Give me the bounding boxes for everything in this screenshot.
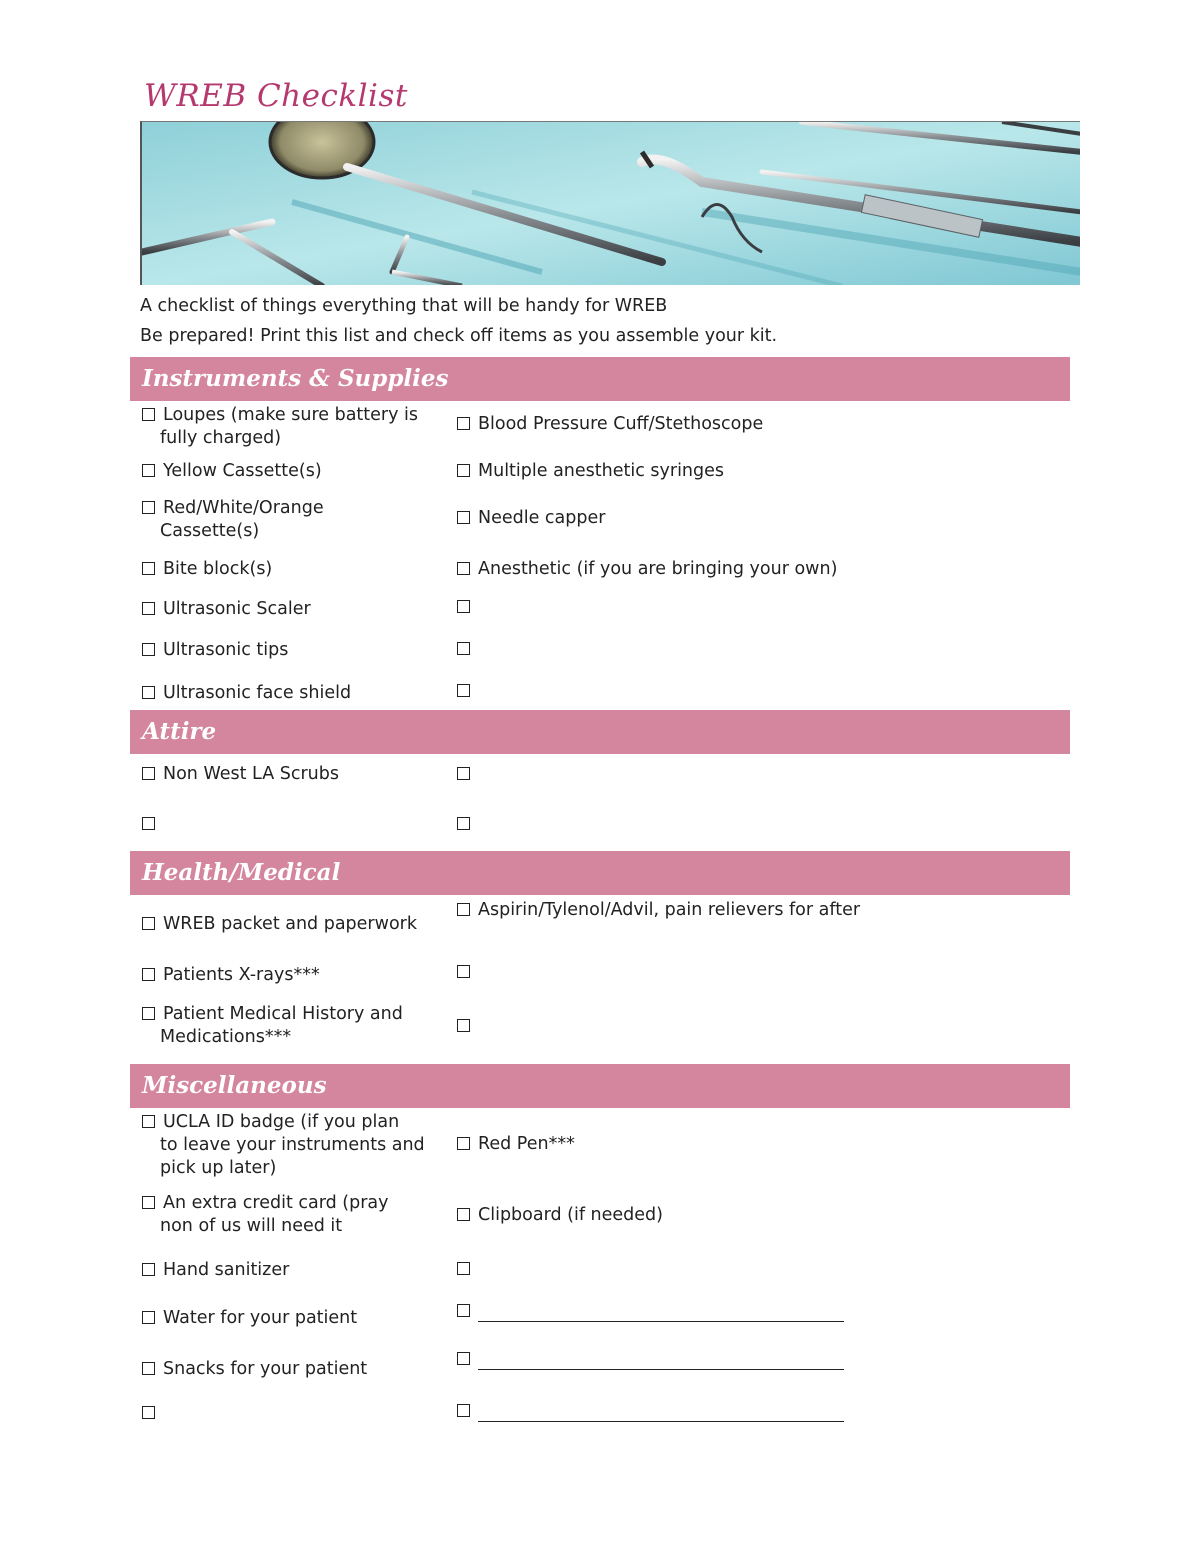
item-label: Red/White/Orange	[163, 498, 324, 518]
checklist-item-fillin[interactable]	[457, 1400, 1057, 1423]
checklist-item[interactable]	[142, 1192, 442, 1238]
item-label: Ultrasonic tips	[163, 640, 289, 660]
checkbox-icon[interactable]	[142, 1115, 155, 1128]
checkbox-icon[interactable]	[142, 408, 155, 421]
checkbox-icon[interactable]	[142, 1263, 155, 1276]
checklist-item[interactable]	[142, 964, 442, 987]
item-label: UCLA ID badge (if you plan	[163, 1112, 400, 1132]
checkbox-icon[interactable]	[457, 684, 470, 697]
item-label: Hand sanitizer	[163, 1260, 290, 1280]
item-label: Patient Medical History and	[163, 1004, 403, 1024]
item-label: Bite block(s)	[163, 559, 273, 579]
checkbox-icon[interactable]	[457, 1352, 470, 1365]
checklist-item[interactable]	[457, 1133, 1057, 1156]
checklist-item-blank[interactable]	[457, 763, 1057, 786]
fill-in-line[interactable]	[478, 1421, 844, 1422]
checkbox-icon[interactable]	[457, 767, 470, 780]
checklist-item[interactable]	[142, 598, 442, 621]
checklist-item-fillin[interactable]	[457, 1300, 1057, 1323]
item-label-cont: Medications***	[160, 1027, 292, 1047]
item-label: Blood Pressure Cuff/Stethoscope	[478, 414, 764, 434]
item-label: Anesthetic (if you are bringing your own)	[478, 559, 838, 579]
checkbox-icon[interactable]	[142, 643, 155, 656]
checklist-item[interactable]	[142, 913, 442, 936]
checkbox-icon[interactable]	[457, 1208, 470, 1221]
section-heading-health: Health/Medical	[130, 851, 1070, 895]
checkbox-icon[interactable]	[142, 917, 155, 930]
checklist-item-blank[interactable]	[457, 813, 1057, 836]
section-heading-attire: Attire	[130, 710, 1070, 754]
item-label: Patients X-rays***	[163, 965, 320, 985]
checkbox-icon[interactable]	[457, 1019, 470, 1032]
checkbox-icon[interactable]	[457, 600, 470, 613]
checkbox-icon[interactable]	[142, 501, 155, 514]
checkbox-icon[interactable]	[457, 562, 470, 575]
checklist-item[interactable]	[142, 682, 442, 705]
checklist-item-blank[interactable]	[142, 813, 442, 836]
checklist-item[interactable]	[142, 558, 442, 581]
dental-instruments-image	[142, 122, 1080, 285]
checklist-item[interactable]	[457, 899, 1057, 922]
checklist-item-blank[interactable]	[457, 961, 1057, 984]
checklist-item[interactable]	[142, 1111, 442, 1180]
item-label: Non West LA Scrubs	[163, 764, 339, 784]
item-label: WREB packet and paperwork	[163, 914, 417, 934]
checkbox-icon[interactable]	[142, 1406, 155, 1419]
item-label: Needle capper	[478, 508, 606, 528]
item-label-cont: fully charged)	[160, 428, 282, 448]
checklist-item-blank[interactable]	[142, 1402, 442, 1425]
checkbox-icon[interactable]	[142, 686, 155, 699]
item-label: Yellow Cassette(s)	[163, 461, 322, 481]
checklist-item[interactable]	[457, 558, 1057, 581]
checkbox-icon[interactable]	[457, 1404, 470, 1417]
item-label-cont: Cassette(s)	[160, 521, 260, 541]
checklist-item[interactable]	[457, 1204, 1057, 1227]
item-label: Clipboard (if needed)	[478, 1205, 663, 1225]
item-label-cont: pick up later)	[160, 1158, 277, 1178]
item-label: Snacks for your patient	[163, 1359, 368, 1379]
checkbox-icon[interactable]	[457, 1262, 470, 1275]
checklist-item[interactable]	[457, 507, 1057, 530]
checkbox-icon[interactable]	[142, 602, 155, 615]
checklist-item-blank[interactable]	[457, 1258, 1057, 1281]
checklist-item[interactable]	[142, 1259, 442, 1282]
item-label: Water for your patient	[163, 1308, 358, 1328]
checkbox-icon[interactable]	[142, 767, 155, 780]
checkbox-icon[interactable]	[142, 968, 155, 981]
checklist-item-fillin[interactable]	[457, 1348, 1057, 1371]
checklist-item[interactable]	[142, 1003, 442, 1049]
page-title: WREB Checklist	[144, 78, 408, 114]
checklist-item-blank[interactable]	[457, 596, 1057, 619]
item-label: Multiple anesthetic syringes	[478, 461, 725, 481]
checklist-item-blank[interactable]	[457, 638, 1057, 661]
checklist-item-blank[interactable]	[457, 680, 1057, 703]
item-label-cont: to leave your instruments and	[160, 1135, 425, 1155]
checklist-item[interactable]	[142, 404, 442, 450]
checkbox-icon[interactable]	[457, 464, 470, 477]
dental-instruments-banner	[140, 121, 1080, 285]
checkbox-icon[interactable]	[457, 417, 470, 430]
checklist-item[interactable]	[142, 763, 442, 786]
checkbox-icon[interactable]	[457, 1304, 470, 1317]
checkbox-icon[interactable]	[142, 1362, 155, 1375]
fill-in-line[interactable]	[478, 1321, 844, 1322]
checklist-item[interactable]	[142, 497, 442, 543]
checklist-item[interactable]	[142, 460, 442, 483]
checkbox-icon[interactable]	[457, 511, 470, 524]
checkbox-icon[interactable]	[142, 1007, 155, 1020]
checklist-item[interactable]	[457, 413, 1057, 436]
checkbox-icon[interactable]	[457, 642, 470, 655]
checklist-item[interactable]	[142, 1307, 442, 1330]
fill-in-line[interactable]	[478, 1369, 844, 1370]
section-heading-misc: Miscellaneous	[130, 1064, 1070, 1108]
checkbox-icon[interactable]	[457, 1137, 470, 1150]
checkbox-icon[interactable]	[457, 965, 470, 978]
item-label: Ultrasonic Scaler	[163, 599, 311, 619]
item-label: Red Pen***	[478, 1134, 575, 1154]
item-label: Loupes (make sure battery is	[163, 405, 418, 425]
checklist-item[interactable]	[142, 639, 442, 662]
checklist-item[interactable]	[142, 1358, 442, 1381]
item-label: Ultrasonic face shield	[163, 683, 352, 703]
item-label-cont: non of us will need it	[160, 1216, 343, 1236]
checkbox-icon[interactable]	[142, 1196, 155, 1209]
intro-line-1: A checklist of things everything that will be handy for WREB	[140, 296, 668, 316]
checkbox-icon[interactable]	[142, 562, 155, 575]
checklist-item-blank[interactable]	[457, 1015, 1057, 1038]
checklist-item[interactable]	[457, 460, 1057, 483]
section-heading-instruments: Instruments & Supplies	[130, 357, 1070, 401]
checkbox-icon[interactable]	[142, 1311, 155, 1324]
checkbox-icon[interactable]	[457, 903, 470, 916]
checkbox-icon[interactable]	[457, 817, 470, 830]
checkbox-icon[interactable]	[142, 817, 155, 830]
item-label: An extra credit card (pray	[163, 1193, 389, 1213]
intro-line-2: Be prepared! Print this list and check off items as you assemble your kit.	[140, 326, 778, 346]
checkbox-icon[interactable]	[142, 464, 155, 477]
item-label: Aspirin/Tylenol/Advil, pain relievers for after	[478, 900, 861, 920]
